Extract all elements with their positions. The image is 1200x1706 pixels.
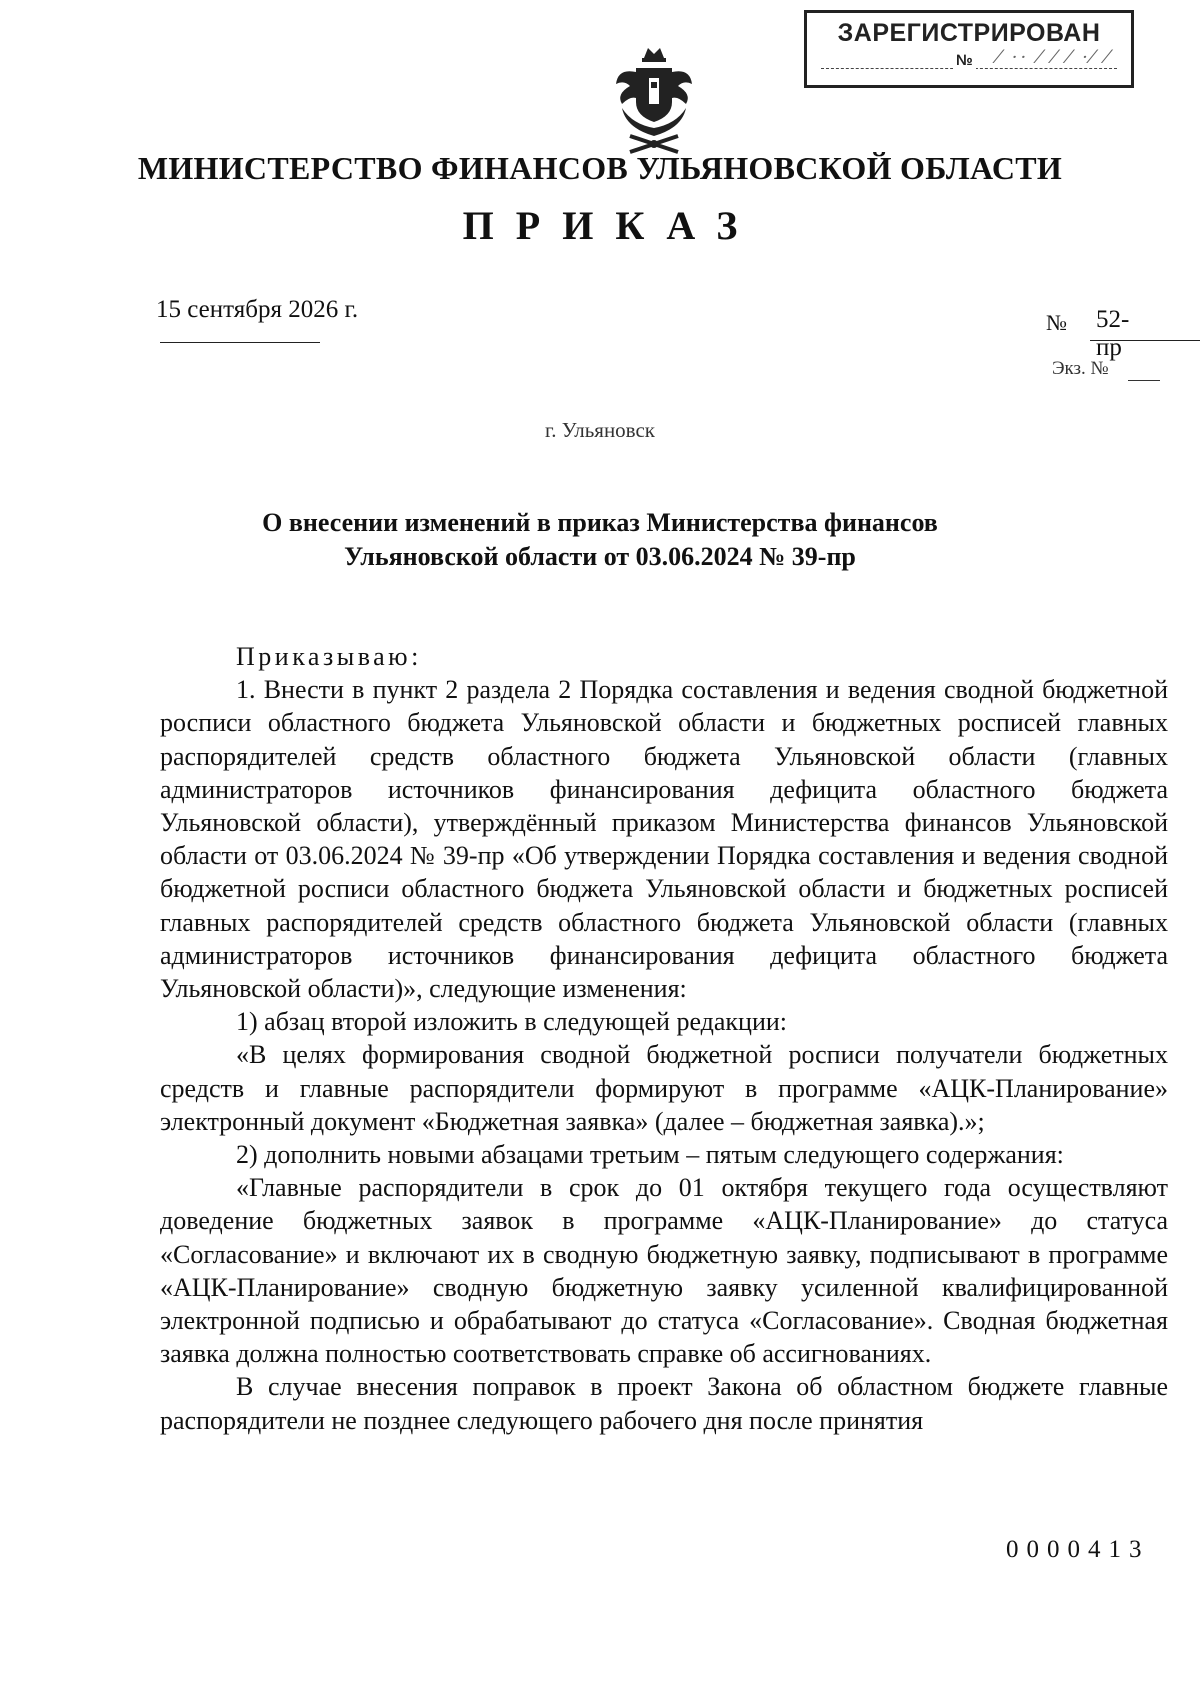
order-subject (100, 506, 1100, 574)
stamp-number-label: № (953, 52, 976, 69)
ministry-name: МИНИСТЕРСТВО ФИНАНСОВ УЛЬЯНОВСКОЙ ОБЛАСТИ (137, 150, 1063, 186)
number-underline (1090, 340, 1200, 341)
body-paragraph: «Главные распорядители в срок до 01 октября текущего года осуществляют доведение бюджетных заявок в программе «АЦК-Планирование» до статуса «Согласование» и включают их в сводную бюджетную заявку, подписывают в программе «АЦК-Планирование» сводную бюджетную заявку усиленной квалифицированной электронной подписью и обрабатывают до статуса «Согласование». Сводная бюджетная заявка должна полностью соответствовать справке об ассигнованиях. (160, 1173, 1168, 1369)
registration-stamp (804, 10, 1134, 88)
copy-number-label: Экз. № (1052, 358, 1109, 379)
stamp-handwritten-mark: ⁄ ·· ⁄ ⁄ ⁄ ·⁄ ⁄ (997, 47, 1112, 68)
form-serial-number: 0000413 (1006, 1536, 1150, 1563)
copy-number-underline (1128, 380, 1160, 381)
body-paragraph: В случае внесения поправок в проект Закона об областном бюджете главные распорядители не позднее следующего рабочего дня после принятия (160, 1372, 1168, 1435)
stamp-title: ЗАРЕГИСТРИРОВАН (837, 19, 1101, 47)
subject-line-1: О внесении изменений в приказ Министерства финансов (262, 508, 938, 537)
order-body (160, 640, 1168, 1437)
body-paragraph: «В целях формирования сводной бюджетной росписи получатели бюджетных средств и главные распорядители формируют в программе «АЦК-Планирование» электронный документ «Бюджетная заявка» (далее – бюджетная заявка).»; (160, 1040, 1168, 1136)
city: г. Ульяновск (544, 418, 655, 442)
body-paragraph: 1. Внести в пункт 2 раздела 2 Порядка составления и ведения сводной бюджетной росписи областного бюджета Ульяновской области и бюджетных росписей главных распорядителей средств областного бюджета Ульяновской области (главных администраторов источников финансирования дефицита областного бюджета Ульяновской области), утверждённый приказом Министерства финансов Ульяновской области от 03.06.2024 № 39-пр «Об утверждении Порядка составления и ведения сводной бюджетной росписи областного бюджета Ульяновской области и бюджетных росписей главных распорядителей средств областного бюджета Ульяновской области (главных администраторов источников финансирования дефицита областного бюджета Ульяновской области)», следующие изменения: (160, 675, 1168, 1004)
body-paragraph: 1) абзац второй изложить в следующей редакции: (236, 1007, 788, 1037)
body-paragraph: 2) дополнить новыми абзацами третьим – пятым следующего содержания: (236, 1140, 1064, 1170)
document-type: ПРИКАЗ (462, 203, 760, 248)
coat-of-arms-icon (606, 44, 702, 156)
date-underline (160, 342, 320, 343)
body-paragraph: Приказываю: (236, 642, 422, 671)
number-label: № (1046, 310, 1067, 335)
order-number: 52-пр (1096, 306, 1130, 361)
copy-number-block (1052, 358, 1109, 380)
order-date: 15 сентября 2026 г. (156, 296, 359, 323)
subject-line-2: Ульяновской области от 03.06.2024 № 39-пр (344, 542, 856, 571)
